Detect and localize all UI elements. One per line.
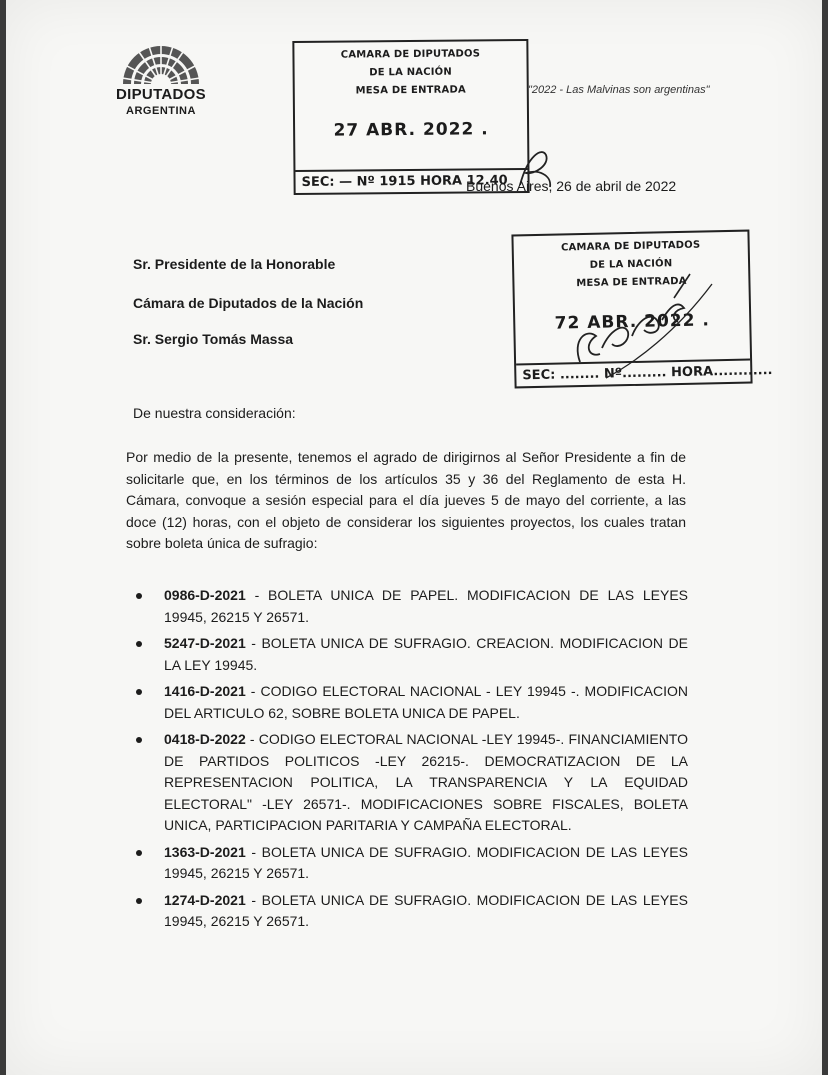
project-list: [136, 585, 688, 938]
intro-paragraph: Por medio de la presente, tenemos el agrado de dirigirnos al Señor Presidente a fin de solicitarle que, en los términos de los artículos 35 y 36 del Reglamento de esta H. Cámara, convoque a sesión especial para el día jueves 5 de mayo del corriente, a las doce (12) horas, con el objeto de considerar los siguientes proyectos, los cuales tratan sobre boleta única de sufragio:: [126, 449, 686, 551]
stamp-footer: SEC: — Nº 1915 HORA 12.40: [295, 168, 527, 193]
list-item: [136, 842, 688, 885]
chamber-semicircle-icon: [119, 44, 203, 84]
place-and-date: Buenos Aires, 26 de abril de 2022: [466, 178, 677, 194]
list-item: [136, 681, 688, 724]
project-description: - CODIGO ELECTORAL NACIONAL -LEY 19945-. FINANCIAMIENTO DE PARTIDOS POLITICOS -LEY 26215-. DEMOCRATIZACION DE LA REPRESENTACION POLITICA, LA TRANSPARENCIA Y LA EQUIDAD ELECTORAL" -LEY 26571-. MODIFICACIONES SOBRE FISCALES, BOLETA UNICA, PARTICIPACION PARITARIA Y CAMPAÑA ELECTORAL.: [164, 731, 688, 833]
stamp-line: DE LA NACIÓN: [369, 66, 452, 79]
bullet-icon: [136, 593, 142, 599]
diputados-logo: [106, 44, 216, 117]
project-code: 1416-D-2021: [164, 683, 246, 699]
list-item: [136, 585, 688, 628]
project-description: - BOLETA UNICA DE SUFRAGIO. MODIFICACION DE LAS LEYES 19945, 26215 Y 26571.: [164, 843, 688, 881]
motto-text: "2022 - Las Malvinas son argentinas": [528, 84, 710, 96]
project-description: - BOLETA UNICA DE PAPEL. MODIFICACION DE LAS LEYES 19945, 26215 Y 26571.: [164, 587, 688, 625]
project-code: 0418-D-2022: [164, 731, 246, 747]
list-item: [136, 633, 688, 676]
stamp-line: DE LA NACIÓN: [589, 258, 673, 271]
project-description: - CODIGO ELECTORAL NACIONAL - LEY 19945 -. MODIFICACION DEL ARTICULO 62, SOBRE BOLETA UNICA DE PAPEL.: [164, 683, 688, 721]
reception-stamp-1: [292, 39, 529, 195]
stamp-footer: SEC: ........ Nº......... HORA............: [516, 359, 750, 387]
addressee-line: Sr. Sergio Tomás Massa: [133, 331, 294, 347]
list-item: [136, 890, 688, 933]
logo-title: DIPUTADOS: [116, 86, 206, 103]
project-code: 0986-D-2021: [164, 587, 246, 603]
stamp-line: CAMARA DE DIPUTADOS: [340, 48, 481, 61]
stamp-line: MESA DE ENTRADA: [355, 84, 466, 97]
logo-subtitle: ARGENTINA: [126, 105, 196, 117]
bullet-icon: [136, 737, 142, 743]
project-description: - BOLETA UNICA DE SUFRAGIO. MODIFICACION DE LAS LEYES 19945, 26215 Y 26571.: [164, 891, 688, 929]
bullet-icon: [136, 850, 142, 856]
bullet-icon: [136, 898, 142, 904]
bullet-icon: [136, 641, 142, 647]
stamp-line: MESA DE ENTRADA: [576, 275, 687, 290]
greeting: De nuestra consideración:: [133, 405, 296, 421]
document-page: [6, 0, 822, 1075]
addressee-line: Sr. Presidente de la Honorable: [133, 256, 336, 272]
addressee-line: Cámara de Diputados de la Nación: [133, 295, 364, 311]
stamp-line: CAMARA DE DIPUTADOS: [560, 239, 701, 254]
project-code: 1363-D-2021: [164, 843, 246, 860]
project-description: - BOLETA UNICA DE SUFRAGIO. CREACION. MODIFICACION DE LA LEY 19945.: [164, 635, 688, 673]
project-code: 1274-D-2021: [164, 891, 246, 908]
stamp-date: 27 ABR. 2022 .: [333, 119, 489, 141]
bullet-icon: [136, 689, 142, 695]
list-item: [136, 729, 688, 837]
reception-stamp-2: [511, 230, 773, 389]
stamp-date: 72 ABR. 2022 .: [554, 310, 711, 334]
project-code: 5247-D-2021: [164, 635, 246, 651]
